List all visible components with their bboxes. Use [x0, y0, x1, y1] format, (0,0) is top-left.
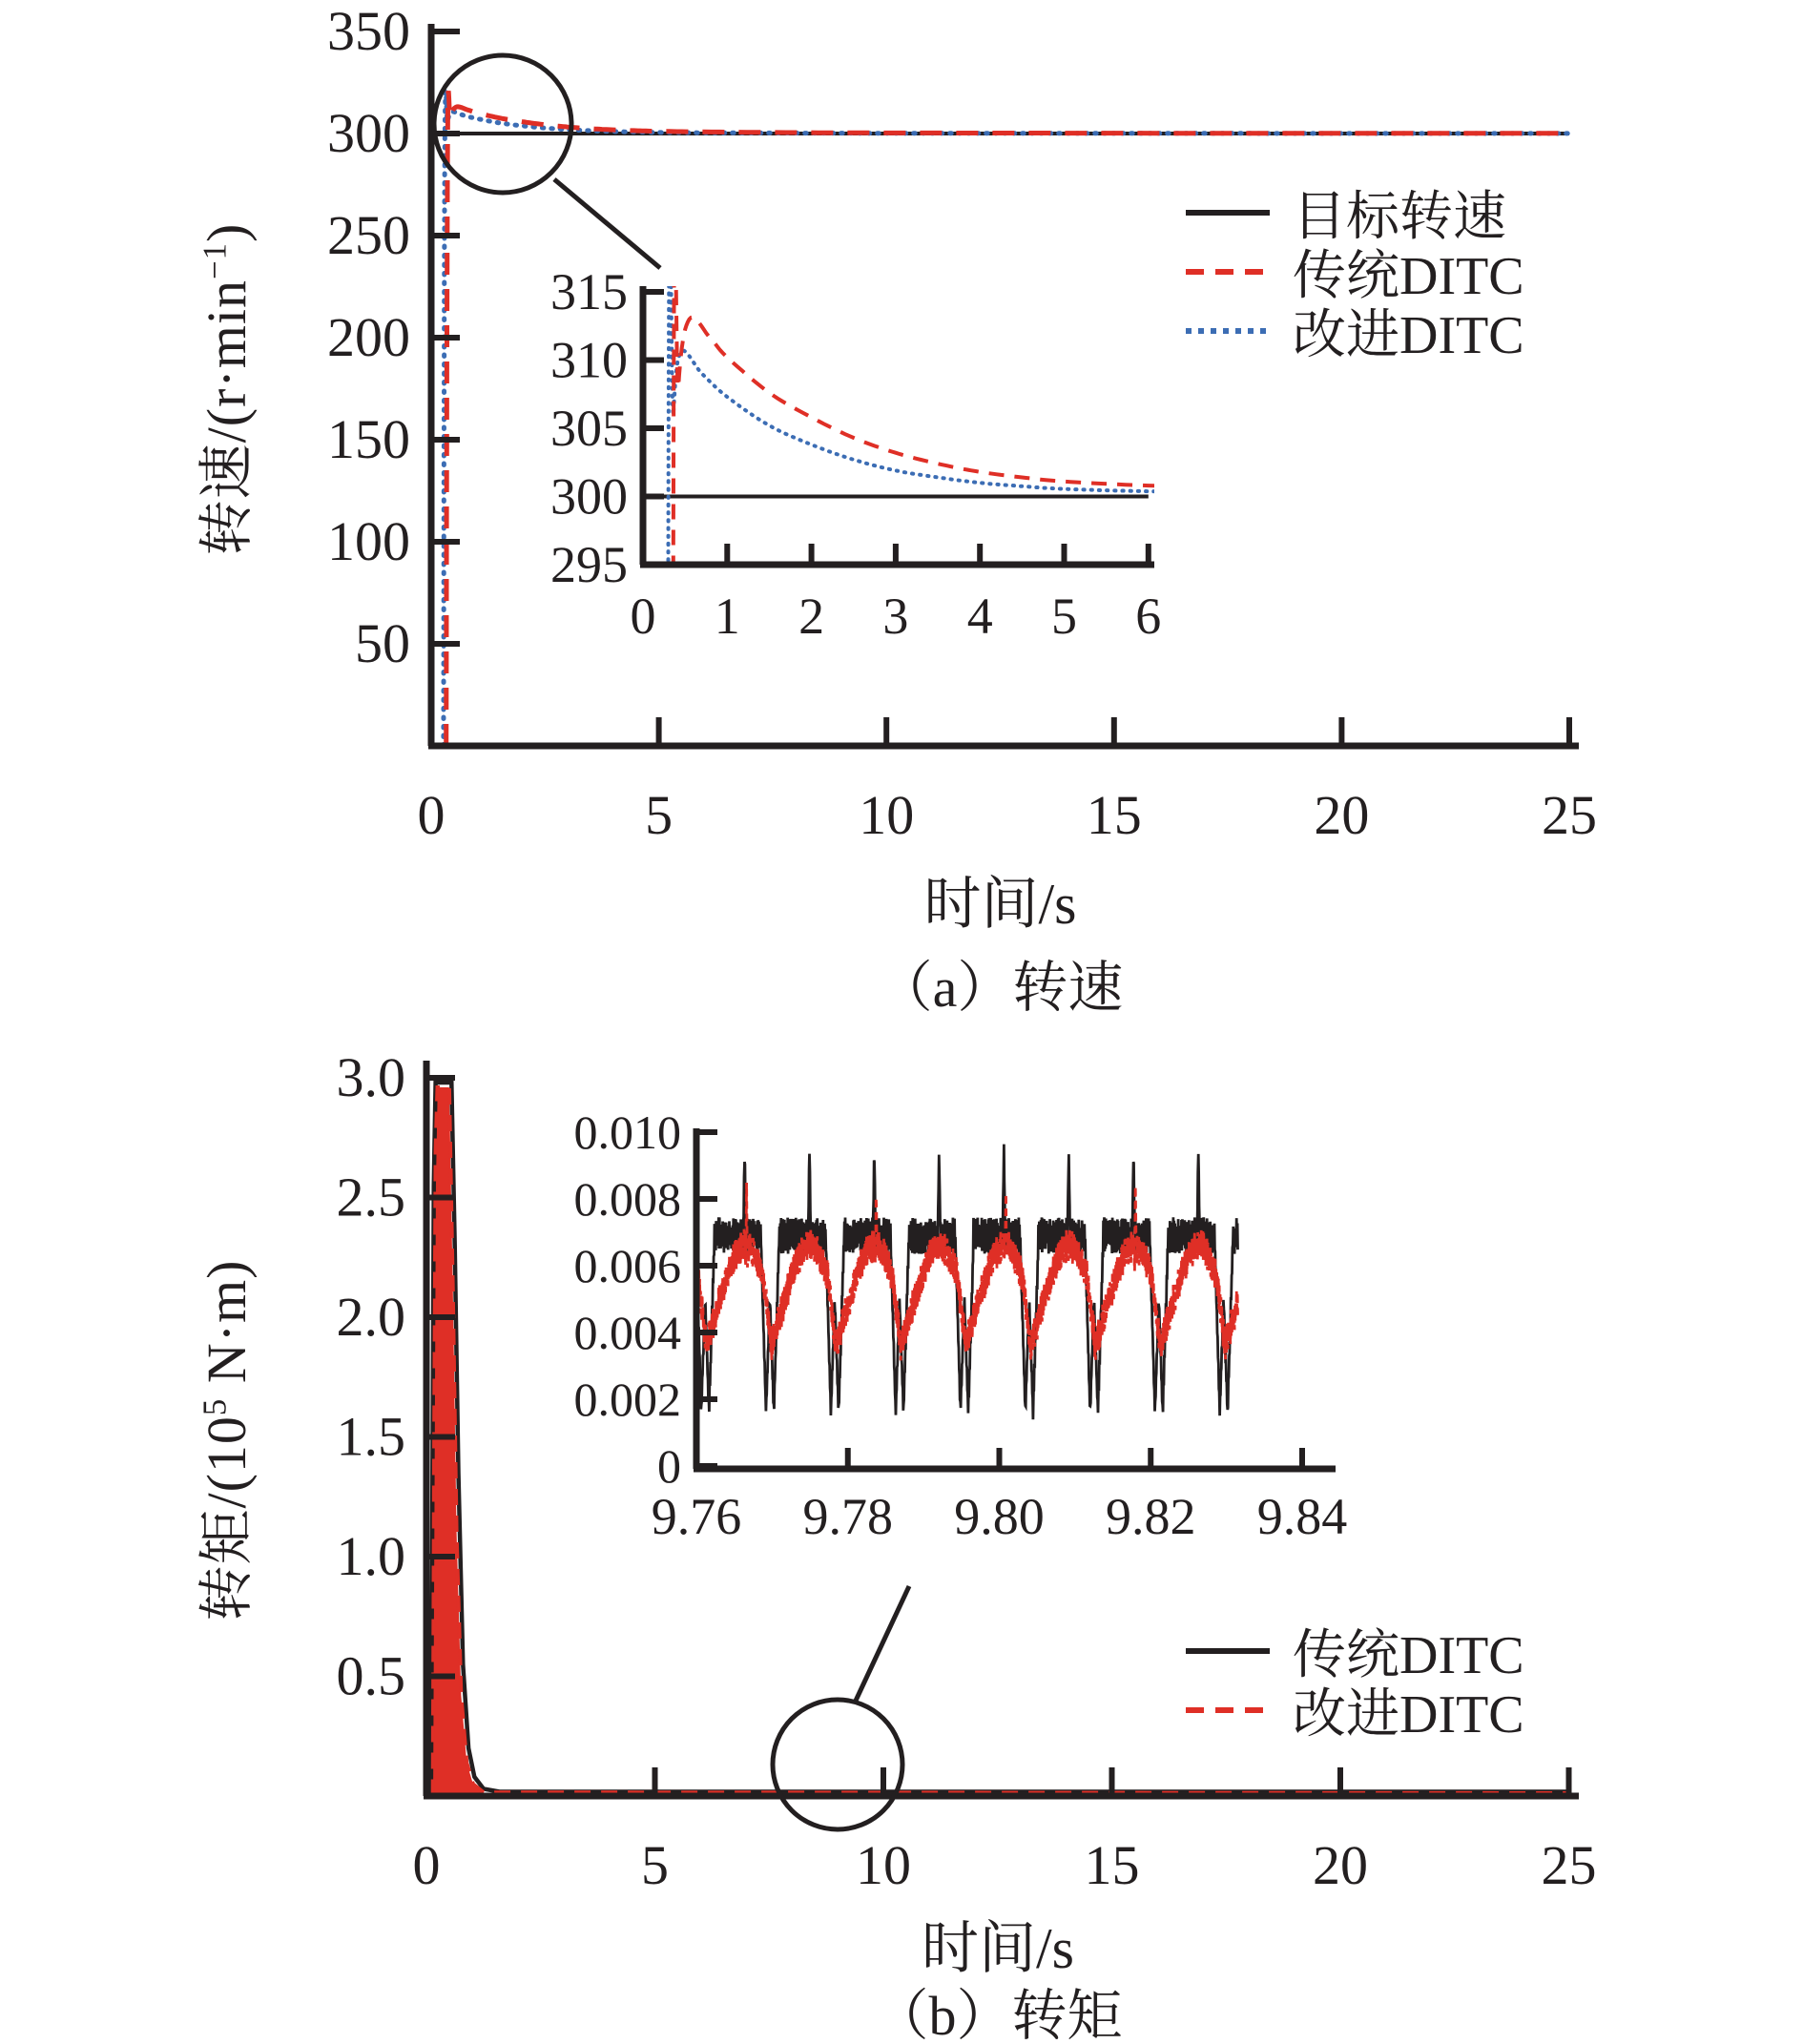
- b-ytick-label: 1.5: [336, 1405, 405, 1468]
- a-inset-ytick-label: 315: [550, 263, 628, 320]
- a-inset-xtick-label: 3: [882, 588, 909, 645]
- dashed-line-swatch: [1186, 1707, 1270, 1713]
- a-ytick-labels: [327, 0, 410, 674]
- b-inset-ytick-label: 0.006: [573, 1239, 681, 1292]
- a-ytick-label: 300: [327, 102, 410, 164]
- a-x-axis-label: 时间/s: [923, 873, 1077, 936]
- a-inset-ytick-label: 295: [550, 536, 628, 593]
- a-xtick-label: 15: [1086, 784, 1142, 846]
- b-inset-xtick-label: 9.80: [954, 1488, 1045, 1545]
- b-ytick-label: 2.5: [336, 1166, 405, 1228]
- b-inset-ytick-labels: [574, 1105, 682, 1493]
- a-xtick-labels: [418, 784, 1598, 846]
- a-legend: [1186, 183, 1524, 365]
- b-zoom-connector-line: [856, 1586, 909, 1701]
- b-inset-axes: [694, 1128, 1336, 1469]
- a-xtick-label: 5: [645, 784, 674, 846]
- b-ylabel-sup: 5: [196, 1397, 234, 1416]
- a-xtick-label: 10: [859, 784, 915, 846]
- b-inset-xtick-label: 9.76: [651, 1488, 742, 1545]
- a-inset-improved-line: [666, 212, 1803, 2044]
- a-legend-label-traditional: 传统DITC: [1293, 247, 1524, 306]
- b-xtick-label: 10: [856, 1834, 911, 1896]
- subplot-b-caption: （b）转矩: [873, 1985, 1123, 2044]
- b-ytick-label: 0.5: [336, 1644, 405, 1707]
- b-zoom-circle: [773, 1700, 902, 1829]
- dashed-line-swatch: [1186, 269, 1270, 275]
- b-inset-ytick-label: 0.004: [573, 1306, 681, 1359]
- b-ytick-label: 1.0: [336, 1525, 405, 1587]
- b-inset-ytick-label: 0: [657, 1439, 681, 1493]
- a-xtick-label: 0: [417, 784, 446, 846]
- solid-line-swatch: [1186, 210, 1270, 216]
- a-ytick-label: 200: [327, 306, 410, 368]
- a-inset-xtick-label: 0: [630, 588, 656, 645]
- a-zoom-circle: [434, 55, 571, 193]
- a-inset-ytick-labels: [550, 263, 628, 593]
- b-ytick-labels: [337, 1046, 406, 1707]
- a-legend-item-improved: [1186, 301, 1524, 365]
- a-zoom-annotation: [434, 55, 660, 268]
- a-ytick-label: 150: [327, 408, 410, 470]
- a-zoom-connector-line: [554, 179, 660, 268]
- b-xtick-label: 5: [641, 1834, 669, 1896]
- a-inset-xtick-label: 6: [1135, 588, 1162, 645]
- b-inset-ytick-label: 0.010: [573, 1105, 681, 1159]
- b-inset-ytick-label: 0.002: [573, 1373, 681, 1426]
- b-ylabel-post: N·m): [196, 1259, 258, 1398]
- a-legend-label-target: 目标转速: [1293, 188, 1506, 247]
- a-ytick-label: 100: [327, 510, 410, 572]
- b-xtick-label: 15: [1084, 1834, 1140, 1896]
- subplot-a-caption: （a）转速: [877, 957, 1124, 1019]
- b-x-axis-label: 时间/s: [921, 1917, 1075, 1980]
- a-legend-label-improved: 改进DITC: [1293, 306, 1524, 365]
- a-inset-axes: [640, 286, 1154, 565]
- b-xtick-label: 20: [1313, 1834, 1368, 1896]
- b-xtick-label: 25: [1541, 1834, 1597, 1896]
- dotted-line-swatch: [1186, 328, 1270, 334]
- b-legend: [1186, 1621, 1524, 1745]
- b-inset-xtick-labels: [652, 1488, 1348, 1545]
- a-ylabel-post: ): [196, 222, 258, 242]
- a-ytick-label: 350: [327, 0, 410, 62]
- a-xtick-label: 20: [1314, 784, 1370, 846]
- b-ylabel-pre: 转矩/(10: [196, 1415, 258, 1621]
- a-ytick-label: 250: [327, 204, 410, 266]
- a-inset-ytick-label: 300: [550, 467, 628, 526]
- b-inset-curves: [662, 1145, 1237, 1420]
- b-ytick-label: 3.0: [336, 1046, 405, 1108]
- a-inset-ytick-label: 310: [550, 331, 628, 389]
- a-inset-traditional-line: [671, 212, 1803, 2044]
- a-inset-xtick-label: 1: [714, 588, 740, 645]
- a-inset-ytick-label: 305: [550, 400, 628, 457]
- b-xtick-labels: [413, 1834, 1597, 1896]
- b-inset-xtick-label: 9.84: [1256, 1488, 1348, 1545]
- b-inset-xtick-label: 9.82: [1106, 1488, 1196, 1545]
- b-legend-item-improved: [1186, 1681, 1524, 1745]
- a-ytick-label: 50: [355, 612, 410, 674]
- a-inset-xtick-label: 5: [1051, 588, 1077, 645]
- b-legend-label-improved: 改进DITC: [1293, 1685, 1524, 1745]
- a-inset-xtick-label: 4: [966, 588, 993, 645]
- a-ylabel-pre: 转速/(r·min: [196, 279, 258, 556]
- a-inset-xtick-labels: [631, 588, 1162, 645]
- b-ytick-label: 2.0: [336, 1286, 405, 1348]
- b-legend-label-traditional: 传统DITC: [1293, 1626, 1524, 1685]
- b-xtick-label: 0: [412, 1834, 441, 1896]
- b-inset-ytick-label: 0.008: [573, 1172, 681, 1226]
- a-xtick-label: 25: [1542, 784, 1597, 846]
- a-inset-curves: [643, 212, 1803, 2044]
- b-inset-xtick-label: 9.78: [802, 1488, 893, 1545]
- a-ylabel-sup: −1: [196, 242, 234, 280]
- a-y-axis-label: [181, 0, 261, 818]
- b-y-axis-label: [181, 1011, 261, 1869]
- a-inset-xtick-label: 2: [798, 588, 825, 645]
- solid-line-swatch: [1186, 1648, 1270, 1654]
